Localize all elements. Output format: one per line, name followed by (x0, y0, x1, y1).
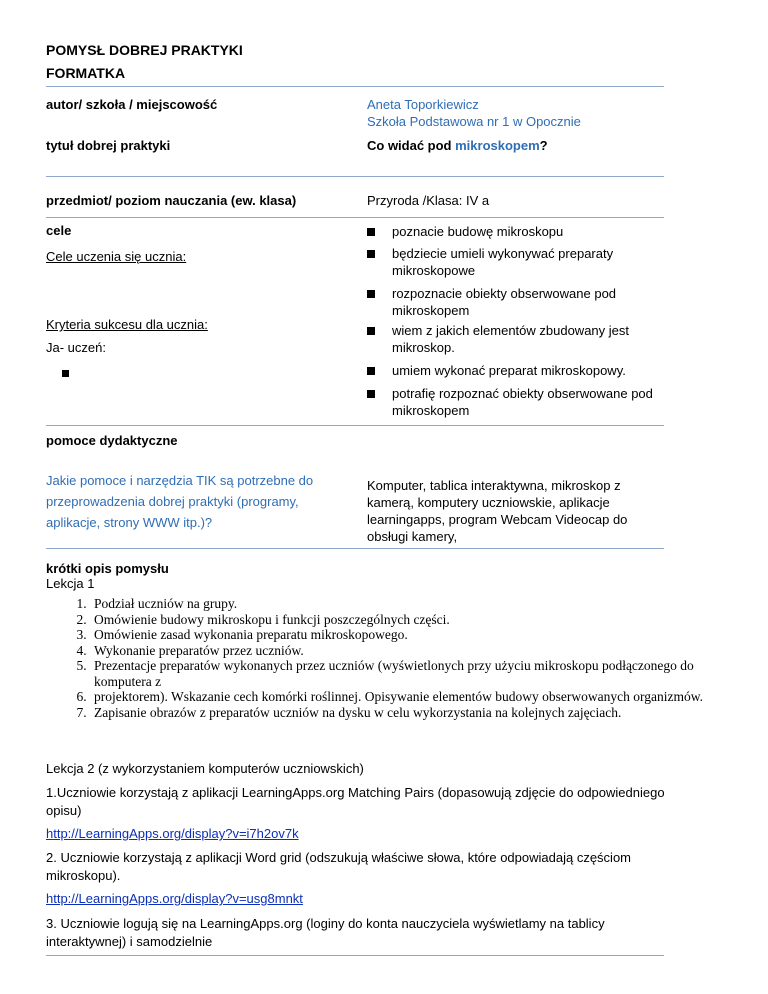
bullet-marker (367, 327, 375, 335)
divider (46, 955, 664, 956)
bullet-marker (367, 250, 375, 258)
divider (46, 86, 664, 87)
aids-question: Jakie pomoce i narzędzia TIK są potrzebne do przeprowadzenia dobrej praktyki (programy, aplikacje, strony WWW itp.)? (46, 473, 314, 530)
bullet-marker (367, 228, 375, 236)
lesson2-step3: 3. Uczniowie logują się na LearningApps.org (loginy do konta nauczyciela wyświetlamy na tablicy interaktywnej) i samodzielnie (46, 916, 605, 949)
lesson2-label: Lekcja 2 (z wykorzystaniem komputerów uczniowskich) (46, 761, 364, 776)
lesson1-steps (46, 596, 750, 720)
bullet-marker (367, 290, 375, 298)
list-item: 3. Omówienie zasad wykonania preparatu mikroskopowego. (90, 627, 750, 643)
lesson2-step2: 2. Uczniowie korzystają z aplikacji Word grid (odszukują właściwe słowa, które odpowiadają częściom mikroskopu). (46, 850, 631, 883)
document-title: POMYSŁ DOBREJ PRAKTYKI (46, 42, 243, 58)
word-grid-link[interactable]: http://LearningApps.org/display?v=usg8mnkt (46, 891, 303, 906)
lesson1-label: Lekcja 1 (46, 576, 95, 591)
author-label: autor/ szkoła / miejscowość (46, 97, 218, 112)
learning-goals-label: Cele uczenia się ucznia: (46, 249, 187, 264)
description-label: krótki opis pomysłu (46, 561, 169, 576)
document-subtitle: FORMATKA (46, 65, 126, 81)
aids-label: pomoce dydaktyczne (46, 433, 178, 448)
divider (46, 217, 664, 218)
title-highlight: mikroskopem (455, 138, 540, 153)
subject-value: Przyroda /Klasa: IV a (367, 193, 490, 208)
goal-bullet: umiem wykonać preparat mikroskopowy. (392, 363, 626, 378)
practice-title-label: tytuł dobrej praktyki (46, 138, 171, 153)
list-item: 7. Zapisanie obrazów z preparatów uczniów na dysku w celu wykorzystania na kolejnych zajęciach. (90, 705, 750, 721)
aids-answer: Komputer, tablica interaktywna, mikroskop z kamerą, komputery uczniowskie, aplikacje learningapps, program Webcam Videocap do obsługi kamery, (367, 478, 628, 544)
author-school: Szkoła Podstawowa nr 1 w Opocznie (367, 114, 581, 129)
list-item: 6. projektorem). Wskazanie cech komórki roślinnej. Opisywanie elementów budowy obserwowanych organizmów. (90, 689, 750, 705)
list-item: 4. Wykonanie preparatów przez uczniów. (90, 643, 750, 659)
goal-bullet: wiem z jakich elementów zbudowany jest mikroskop. (392, 323, 629, 355)
list-item: 5. Prezentacje preparatów wykonanych przez uczniów (wyświetlonych przy użyciu mikroskopu podłączonego do komputera z (90, 658, 750, 689)
practice-title-value: Co widać pod mikroskopem? (367, 138, 548, 153)
lesson2-step1: 1.Uczniowie korzystają z aplikacji LearningApps.org Matching Pairs (dopasowują zdjęcie do odpowiedniego opisu) (46, 785, 665, 818)
success-criteria-label: Kryteria sukcesu dla ucznia: (46, 317, 208, 332)
goals-label: cele (46, 223, 72, 238)
goal-bullet: będziecie umieli wykonywać preparaty mikroskopowe (392, 246, 614, 278)
divider (46, 176, 664, 177)
goal-bullet: poznacie budowę mikroskopu (392, 224, 564, 239)
divider (46, 425, 664, 426)
bullet-marker (367, 367, 375, 375)
list-item: 2. Omówienie budowy mikroskopu i funkcji poszczególnych części. (90, 612, 750, 628)
list-item: 1. Podział uczniów na grupy. (90, 596, 750, 612)
divider (46, 548, 664, 549)
goal-bullet: rozpoznacie obiekty obserwowane pod mikroskopem (392, 286, 617, 318)
bullet-marker (367, 390, 375, 398)
author-name: Aneta Toporkiewicz (367, 97, 479, 112)
goal-bullet: potrafię rozpoznać obiekty obserwowane pod mikroskopem (392, 386, 653, 418)
subject-label: przedmiot/ poziom nauczania (ew. klasa) (46, 193, 297, 208)
student-label: Ja- uczeń: (46, 340, 106, 355)
matching-pairs-link[interactable]: http://LearningApps.org/display?v=i7h2ov7k (46, 826, 299, 841)
bullet-marker (62, 370, 69, 377)
